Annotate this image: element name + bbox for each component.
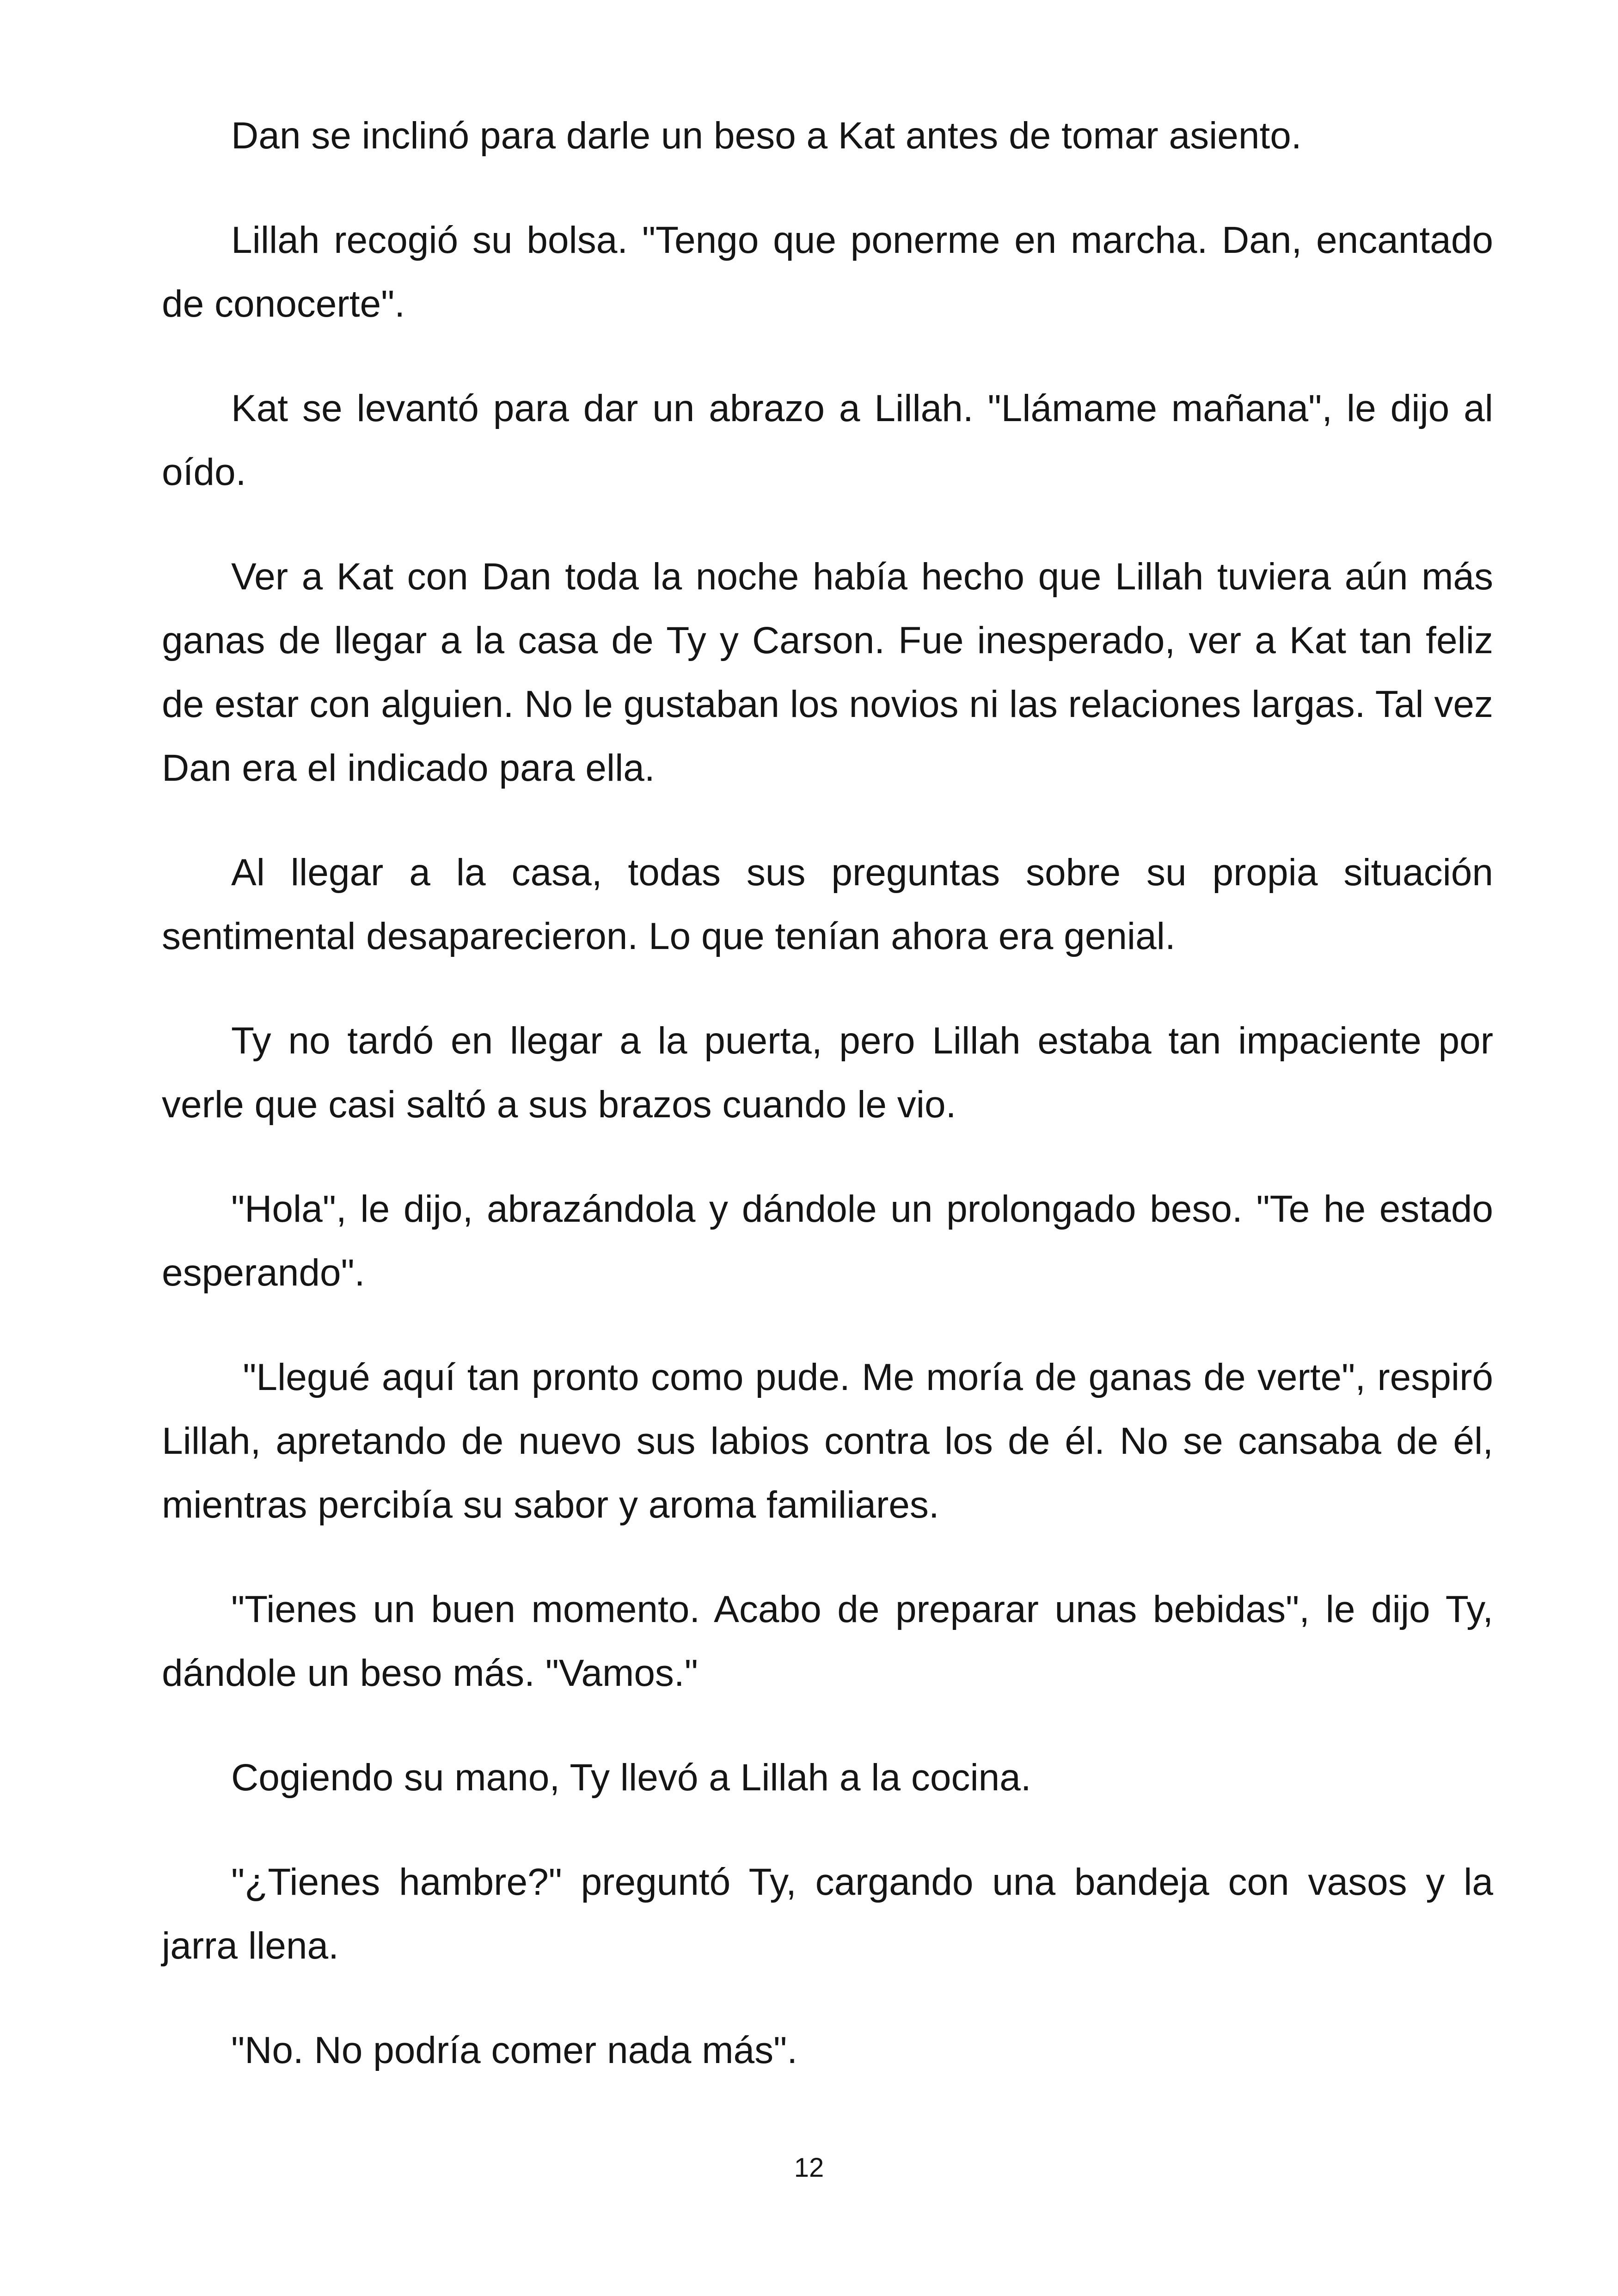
paragraph: "Hola", le dijo, abrazándola y dándole un prolongado beso. "Te he estado esperando". xyxy=(162,1188,1493,1294)
page-number: 12 xyxy=(794,2153,824,2183)
paragraph: Lillah recogió su bolsa. "Tengo que ponerme en marcha. Dan, encantado de conocerte". xyxy=(162,219,1493,325)
paragraph: Cogiendo su mano, Ty llevó a Lillah a la cocina. xyxy=(231,1757,1031,1799)
body-text xyxy=(162,104,1504,2082)
paragraph: Kat se levantó para dar un abrazo a Lillah. "Llámame mañana", le dijo al oído. xyxy=(162,387,1493,493)
paragraph: Al llegar a la casa, todas sus preguntas sobre su propia situación sentimental desaparecieron. Lo que tenían ahora era genial. xyxy=(162,851,1493,957)
paragraph: Ver a Kat con Dan toda la noche había hecho que Lillah tuviera aún más ganas de llegar a la casa de Ty y Carson. Fue inesperado, ver a Kat tan feliz de estar con alguien. No le gustaban los novios ni las relaciones largas. Tal vez Dan era el indicado para ella. xyxy=(162,556,1493,789)
paragraph: "¿Tienes hambre?" preguntó Ty, cargando una bandeja con vasos y la jarra llena. xyxy=(162,1861,1493,1967)
paragraph: Ty no tardó en llegar a la puerta, pero Lillah estaba tan impaciente por verle que casi saltó a sus brazos cuando le vio. xyxy=(162,1020,1493,1126)
paragraph: "Llegué aquí tan pronto como pude. Me moría de ganas de verte", respiró Lillah, apretando de nuevo sus labios contra los de él. No se cansaba de él, mientras percibía su sabor y aroma familiares. xyxy=(162,1356,1504,1526)
paragraph: Dan se inclinó para darle un beso a Kat antes de tomar asiento. xyxy=(231,115,1302,157)
paragraph: "No. No podría comer nada más". xyxy=(231,2029,797,2071)
paragraph: "Tienes un buen momento. Acabo de preparar unas bebidas", le dijo Ty, dándole un beso más. "Vamos." xyxy=(162,1588,1493,1694)
